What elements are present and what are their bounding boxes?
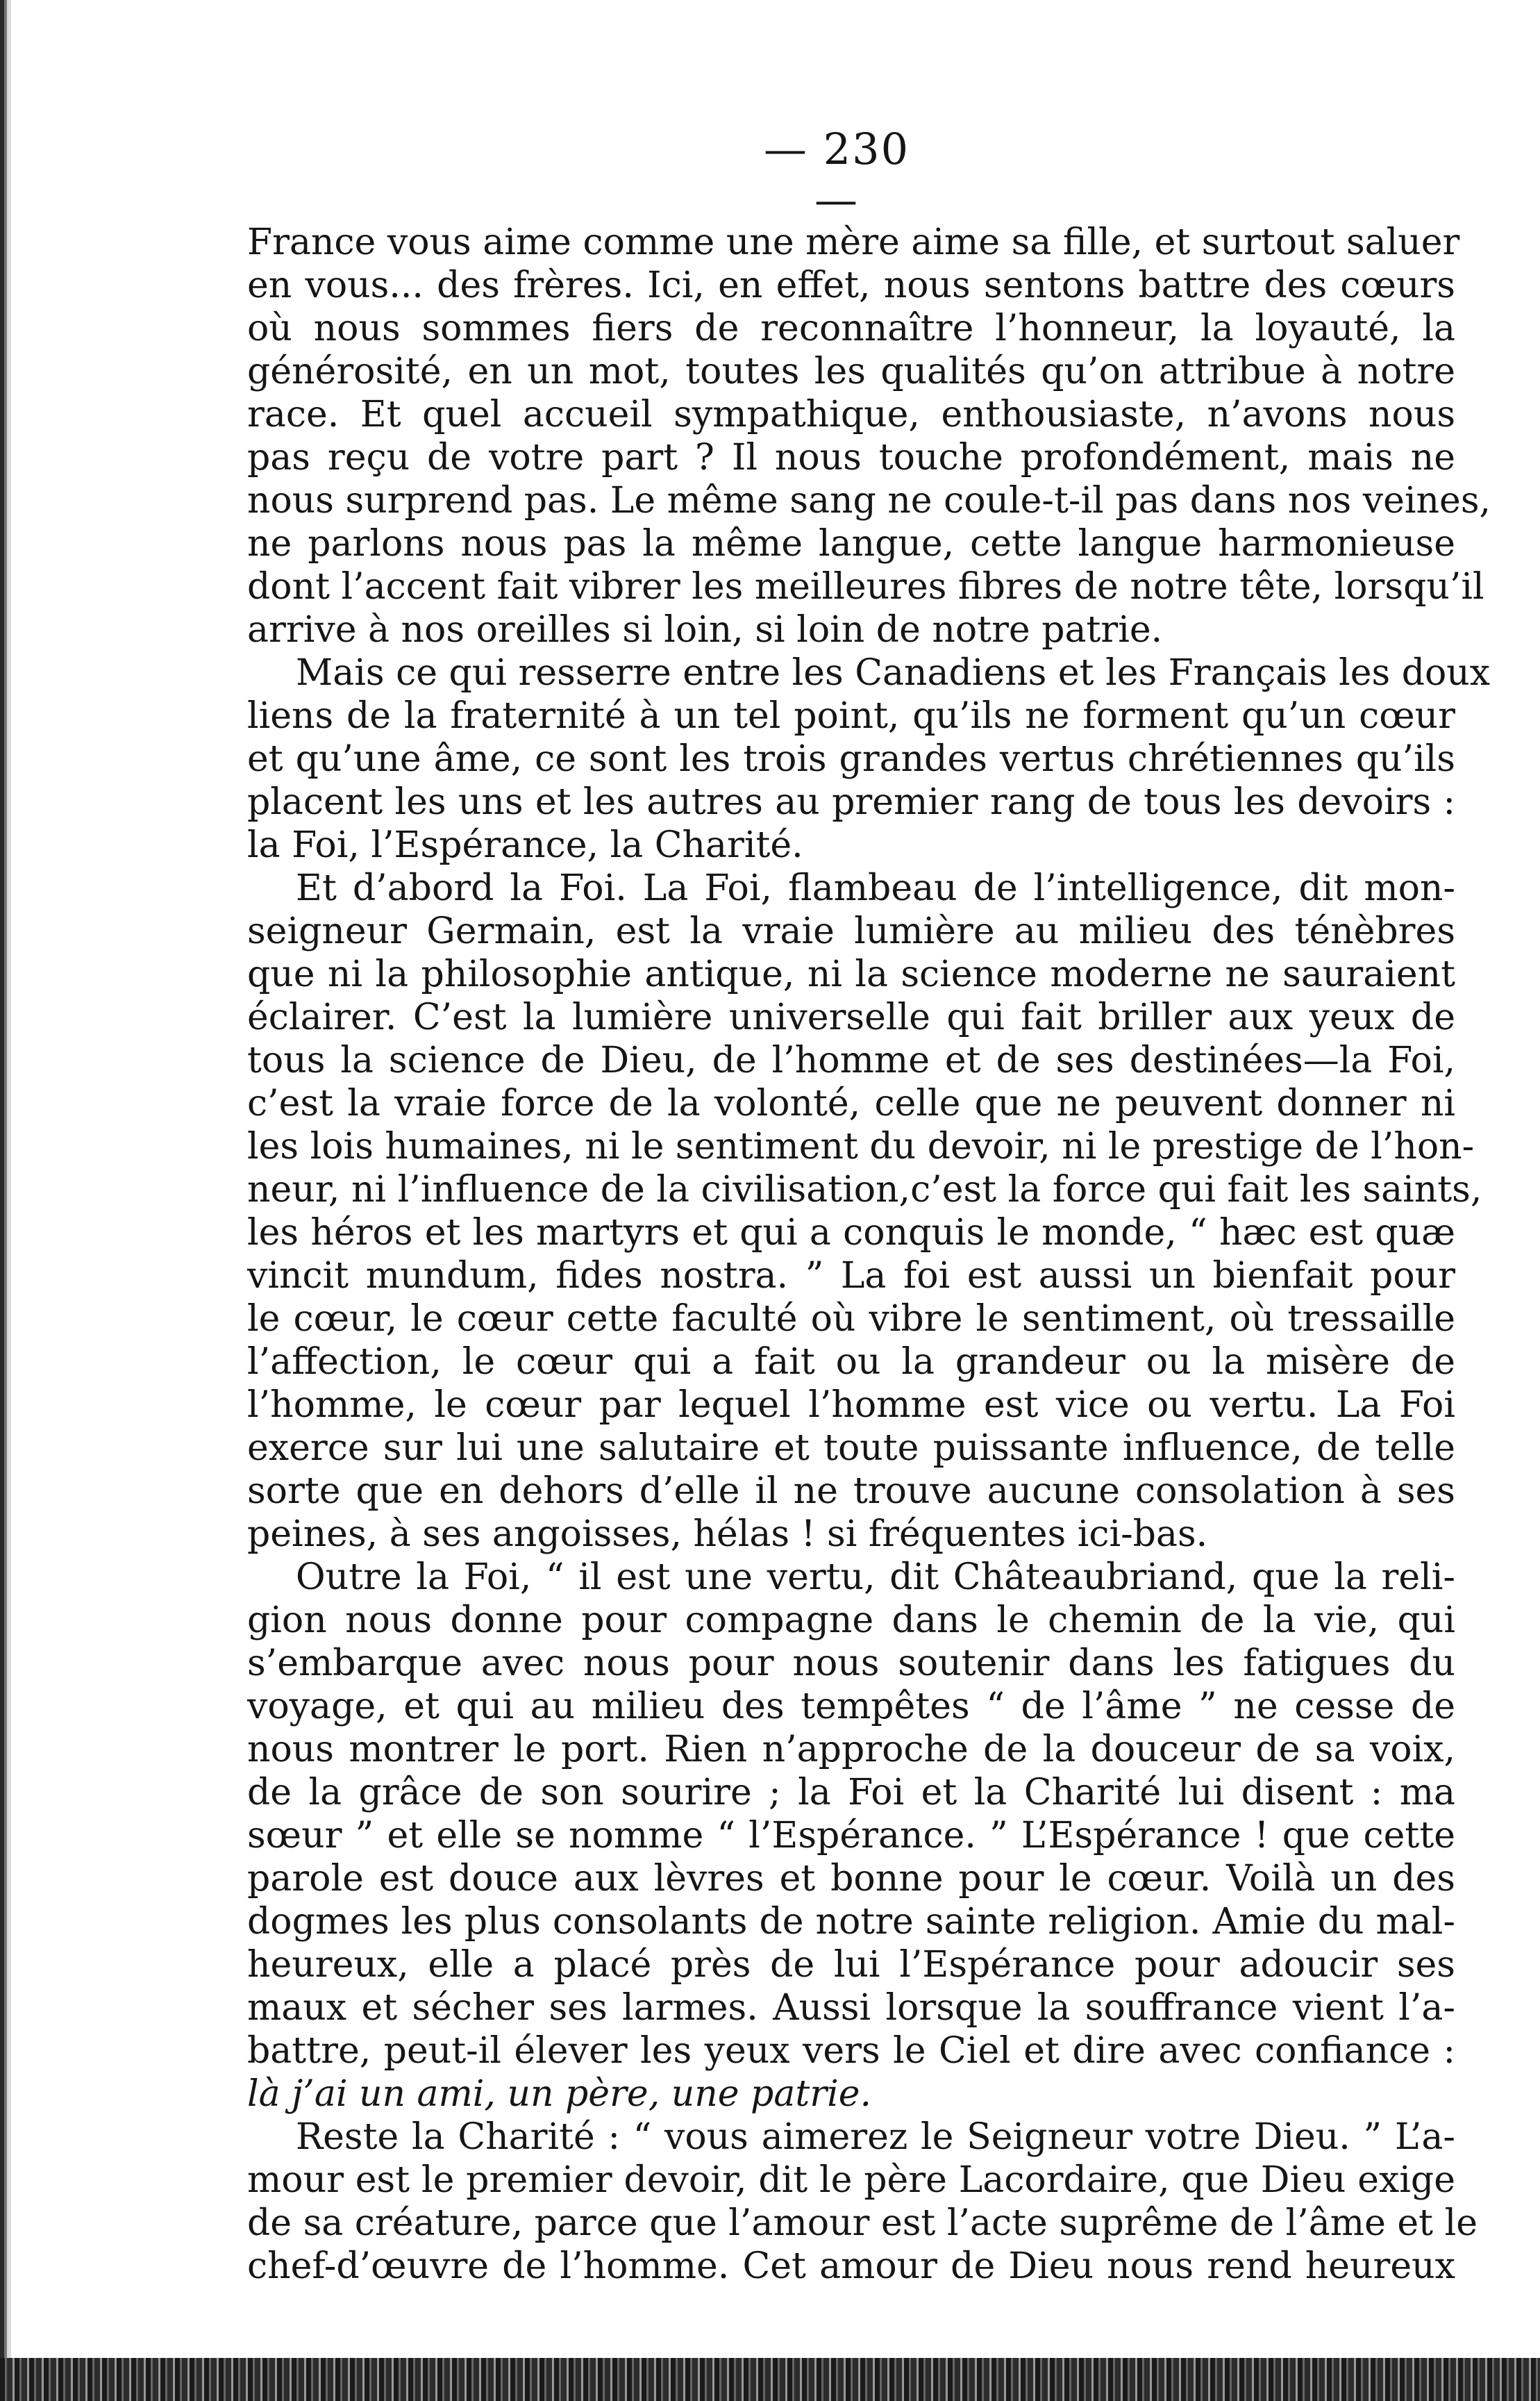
text-line: heureux, elle a placé près de lui l’Espérance pour adoucir ses: [247, 1944, 1455, 1986]
text-line: France vous aime comme une mère aime sa fille, et surtout saluer: [247, 222, 1460, 263]
text-line: sorte que en dehors d’elle il ne trouve aucune consolation à ses: [247, 1470, 1455, 1512]
text-line: chef-d’œuvre de l’homme. Cet amour de Dieu nous rend heureux: [247, 2245, 1455, 2287]
text-line: sœur ” et elle se nomme “ l’Espérance. ” L’Espérance ! que cette: [247, 1815, 1455, 1856]
text-line: arrive à nos oreilles si loin, si loin de notre patrie.: [247, 609, 1163, 651]
text-line: l’homme, le cœur par lequel l’homme est vice ou vertu. La Foi: [247, 1384, 1455, 1426]
text-line: nous surprend pas. Le même sang ne coule-t-il pas dans nos veines,: [247, 480, 1491, 522]
text-line: exerce sur lui une salutaire et toute puissante influence, de telle: [247, 1427, 1455, 1469]
text-line: en vous... des frères. Ici, en effet, nous sentons battre des cœurs: [247, 265, 1455, 306]
text-line: neur, ni l’influence de la civilisation,c’est la force qui fait les saints,: [247, 1169, 1482, 1211]
text-line: tous la science de Dieu, de l’homme et de ses destinées—la Foi,: [247, 1040, 1455, 1081]
text-line: les lois humaines, ni le sentiment du devoir, ni le prestige de l’hon-: [247, 1126, 1475, 1168]
text-line: Outre la Foi, “ il est une vertu, dit Châteaubriand, que la reli-: [296, 1556, 1455, 1598]
page-number: — 230 —: [763, 124, 910, 225]
text-line: liens de la fraternité à un tel point, qu’ils ne forment qu’un cœur: [247, 695, 1455, 737]
text-line: où nous sommes fiers de reconnaître l’honneur, la loyauté, la: [247, 308, 1455, 349]
text-line: la Foi, l’Espérance, la Charité.: [247, 824, 803, 866]
text-line: éclairer. C’est la lumière universelle qui fait briller aux yeux de: [247, 997, 1455, 1038]
scan-bottom-edge: [0, 2358, 1540, 2401]
text-line-italic: là j’ai un ami, un père, une patrie.: [247, 2073, 872, 2115]
text-line: les héros et les martyrs et qui a conquis le monde, “ hæc est quæ: [247, 1212, 1455, 1254]
text-line: et qu’une âme, ce sont les trois grandes vertus chrétiennes qu’ils: [247, 738, 1455, 780]
text-line: le cœur, le cœur cette faculté où vibre le sentiment, où tressaille: [247, 1298, 1455, 1340]
text-line: Reste la Charité : “ vous aimerez le Seigneur votre Dieu. ” L’a-: [296, 2116, 1455, 2158]
scan-left-edge: [0, 0, 11, 2401]
text-line: seigneur Germain, est la vraie lumière au milieu des ténèbres: [247, 911, 1455, 952]
text-line: Et d’abord la Foi. La Foi, flambeau de l’intelligence, dit mon-: [296, 867, 1455, 909]
text-line: générosité, en un mot, toutes les qualités qu’on attribue à notre: [247, 351, 1455, 392]
text-line: maux et sécher ses larmes. Aussi lorsque la souffrance vient l’a-: [247, 1987, 1455, 2029]
text-line: de sa créature, parce que l’amour est l’acte suprême de l’âme et le: [247, 2202, 1478, 2244]
text-line: l’affection, le cœur qui a fait ou la grandeur ou la misère de: [247, 1341, 1455, 1383]
text-line: placent les uns et les autres au premier rang de tous les devoirs :: [247, 781, 1455, 823]
text-line: pas reçu de votre part ? Il nous touche profondément, mais ne: [247, 437, 1455, 479]
text-line: dogmes les plus consolants de notre sainte religion. Amie du mal-: [247, 1901, 1455, 1943]
text-line: c’est la vraie force de la volonté, celle que ne peuvent donner ni: [247, 1083, 1455, 1124]
text-line: gion nous donne pour compagne dans le chemin de la vie, qui: [247, 1600, 1455, 1641]
text-line: que ni la philosophie antique, ni la science moderne ne sauraient: [247, 954, 1455, 995]
text-line: vincit mundum, fides nostra. ” La foi est aussi un bienfait pour: [247, 1255, 1455, 1297]
text-body: [247, 221, 1491, 2288]
text-line: race. Et quel accueil sympathique, enthousiaste, n’avons nous: [247, 394, 1455, 435]
text-line: peines, à ses angoisses, hélas ! si fréquentes ici-bas.: [247, 1513, 1208, 1555]
text-line: Mais ce qui resserre entre les Canadiens et les Français les doux: [296, 652, 1491, 694]
text-line: s’embarque avec nous pour nous soutenir dans les fatigues du: [247, 1643, 1455, 1684]
text-line: parole est douce aux lèvres et bonne pour le cœur. Voilà un des: [247, 1858, 1455, 1900]
text-line: dont l’accent fait vibrer les meilleures fibres de notre tête, lorsqu’il: [247, 566, 1484, 608]
text-line: voyage, et qui au milieu des tempêtes “ de l’âme ” ne cesse de: [247, 1686, 1455, 1727]
text-line: ne parlons nous pas la même langue, cette langue harmonieuse: [247, 523, 1455, 565]
text-line: nous montrer le port. Rien n’approche de la douceur de sa voix,: [247, 1729, 1455, 1770]
text-line: de la grâce de son sourire ; la Foi et la Charité lui disent : ma: [247, 1772, 1455, 1813]
text-line: battre, peut-il élever les yeux vers le Ciel et dire avec confiance :: [247, 2030, 1455, 2072]
text-line: mour est le premier devoir, dit le père Lacordaire, que Dieu exige: [247, 2159, 1455, 2201]
